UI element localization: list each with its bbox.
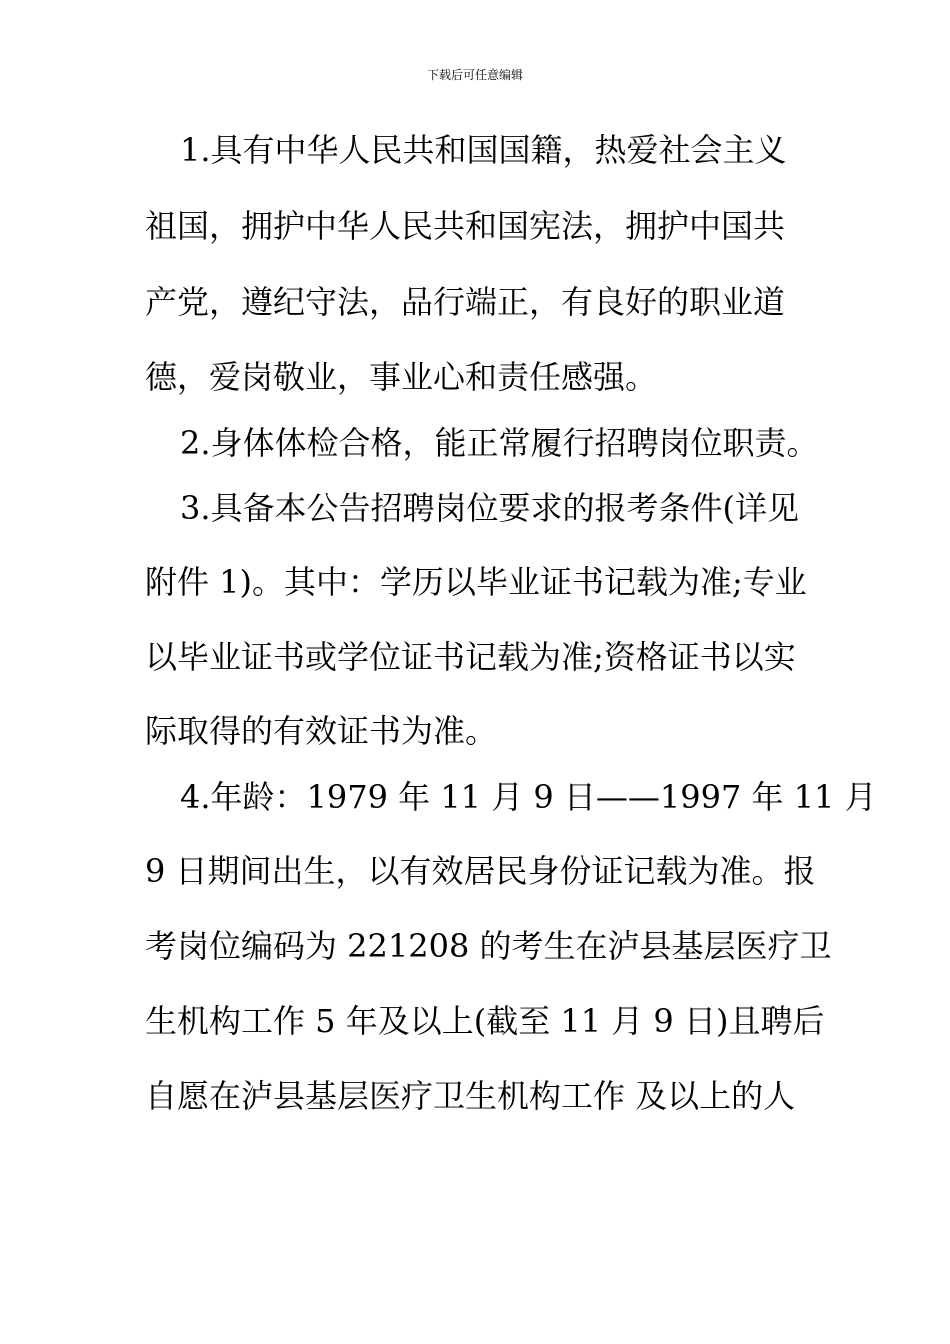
paragraph-1-line-3: 产党，遵纪守法，品行端正，有良好的职业道 — [145, 283, 786, 321]
paragraph-1-line-4: 德，爱岗敬业，事业心和责任感强。 — [145, 358, 658, 396]
paragraph-4-line-5: 自愿在泸县基层医疗卫生机构工作 及以上的人 — [145, 1077, 796, 1115]
paragraph-4-line-3: 考岗位编码为 221208 的考生在泸县基层医疗卫 — [145, 927, 832, 965]
paragraph-4-line-4: 生机构工作 5 年及以上(截至 11 月 9 日)且聘后 — [145, 1002, 825, 1040]
paragraph-4-line-2: 9 日期间出生，以有效居民身份证记载为准。报 — [145, 852, 816, 890]
paragraph-3-line-4: 际取得的有效证书为准。 — [145, 712, 498, 750]
paragraph-3-line-1: 3.具备本公告招聘岗位要求的报考条件(详见 — [180, 489, 800, 527]
paragraph-1-line-1: 1.具有中华人民共和国国籍，热爱社会主义 — [180, 131, 787, 169]
paragraph-3-line-2: 附件 1)。其中：学历以毕业证书记载为准;专业 — [145, 563, 807, 601]
paragraph-1-line-2: 祖国，拥护中华人民共和国宪法，拥护中国共 — [145, 207, 786, 245]
paragraph-4-line-1: 4.年龄：1979 年 11 月 9 日——1997 年 11 月 — [180, 778, 877, 816]
paragraph-3-line-3: 以毕业证书或学位证书记载为准;资格证书以实 — [145, 638, 796, 676]
header-note: 下载后可任意编辑 — [426, 68, 523, 82]
paragraph-2-line-1: 2.身体体检合格，能正常履行招聘岗位职责。 — [180, 424, 819, 462]
